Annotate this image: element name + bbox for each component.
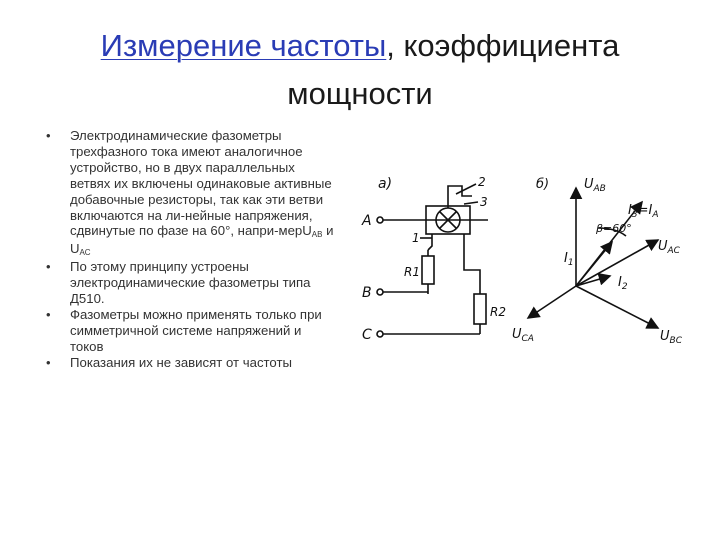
r2-label: R2 [490, 305, 506, 319]
label-u-ac: $U_{AC}$ [658, 239, 680, 256]
bullet-dot: • [46, 306, 51, 322]
bullet-text: По этому принципу устроены электродинамические фазометры типа Д510. [70, 259, 311, 307]
label-i2: $I_2$ [618, 275, 628, 292]
bullet-text: Фазометры можно применять только при симметричной системе напряжений и токов [70, 306, 322, 354]
label-u-bc: $U_{BC}$ [660, 329, 682, 346]
bullet-item [46, 355, 336, 371]
coil-3-label: 3 [480, 195, 488, 209]
phase-c-label: C [362, 327, 372, 343]
formula-u-ac: UАС [70, 241, 91, 258]
label-u-ca: $U_{CA}$ [512, 327, 534, 344]
vector-u-ac [576, 240, 658, 286]
bullet-list [46, 128, 336, 371]
r1-label: R1 [404, 265, 420, 279]
vector-u-bc [576, 286, 658, 328]
bullet-dot: • [46, 354, 51, 370]
bullet-item [46, 128, 336, 259]
label-i3-ia: $I_3=I_A$ [628, 203, 659, 220]
label-beta: β=60° [596, 222, 632, 235]
coil-2-label: 2 [478, 175, 486, 189]
bullet-dot: • [46, 259, 51, 275]
vector-u-ca [528, 286, 576, 318]
slide-title [40, 22, 680, 118]
bullet-item [46, 307, 336, 355]
vector-fig-label: б) [536, 177, 550, 192]
bullet-text: Электродинамические фазометры трехфазного тока имеют аналогичное устройство, но в двух параллельных ветвях их включены одинаковые активные добавочные резисторы, так как эти ветви включаются на ли-нейные напряжения, сдвинутые по фазе на 60°, напри-мер [70, 128, 332, 239]
and-text: и [322, 223, 334, 239]
coil-1-label: 1 [412, 231, 420, 245]
resistor-r1 [422, 256, 434, 284]
resistor-r2 [474, 294, 486, 324]
title-text: , коэффициента мощности [287, 28, 620, 111]
circuit-fig-label: а) [378, 176, 393, 192]
bullet-item [46, 259, 336, 307]
vector-i1 [576, 242, 612, 286]
phase-b-label: B [362, 285, 372, 301]
formula-u-ab: UАВ [302, 223, 323, 240]
bullet-dot: • [46, 128, 51, 143]
label-i1: $I_1$ [564, 251, 574, 268]
bullet-text: Показания их не зависят от частоты [70, 354, 292, 370]
circuit-diagram [377, 184, 488, 337]
title-link[interactable]: Измерение частоты [100, 28, 387, 63]
phasemeter-diagram [360, 158, 700, 358]
phase-a-label: A [362, 213, 372, 229]
label-u-ab: $U_{AB}$ [584, 177, 606, 194]
